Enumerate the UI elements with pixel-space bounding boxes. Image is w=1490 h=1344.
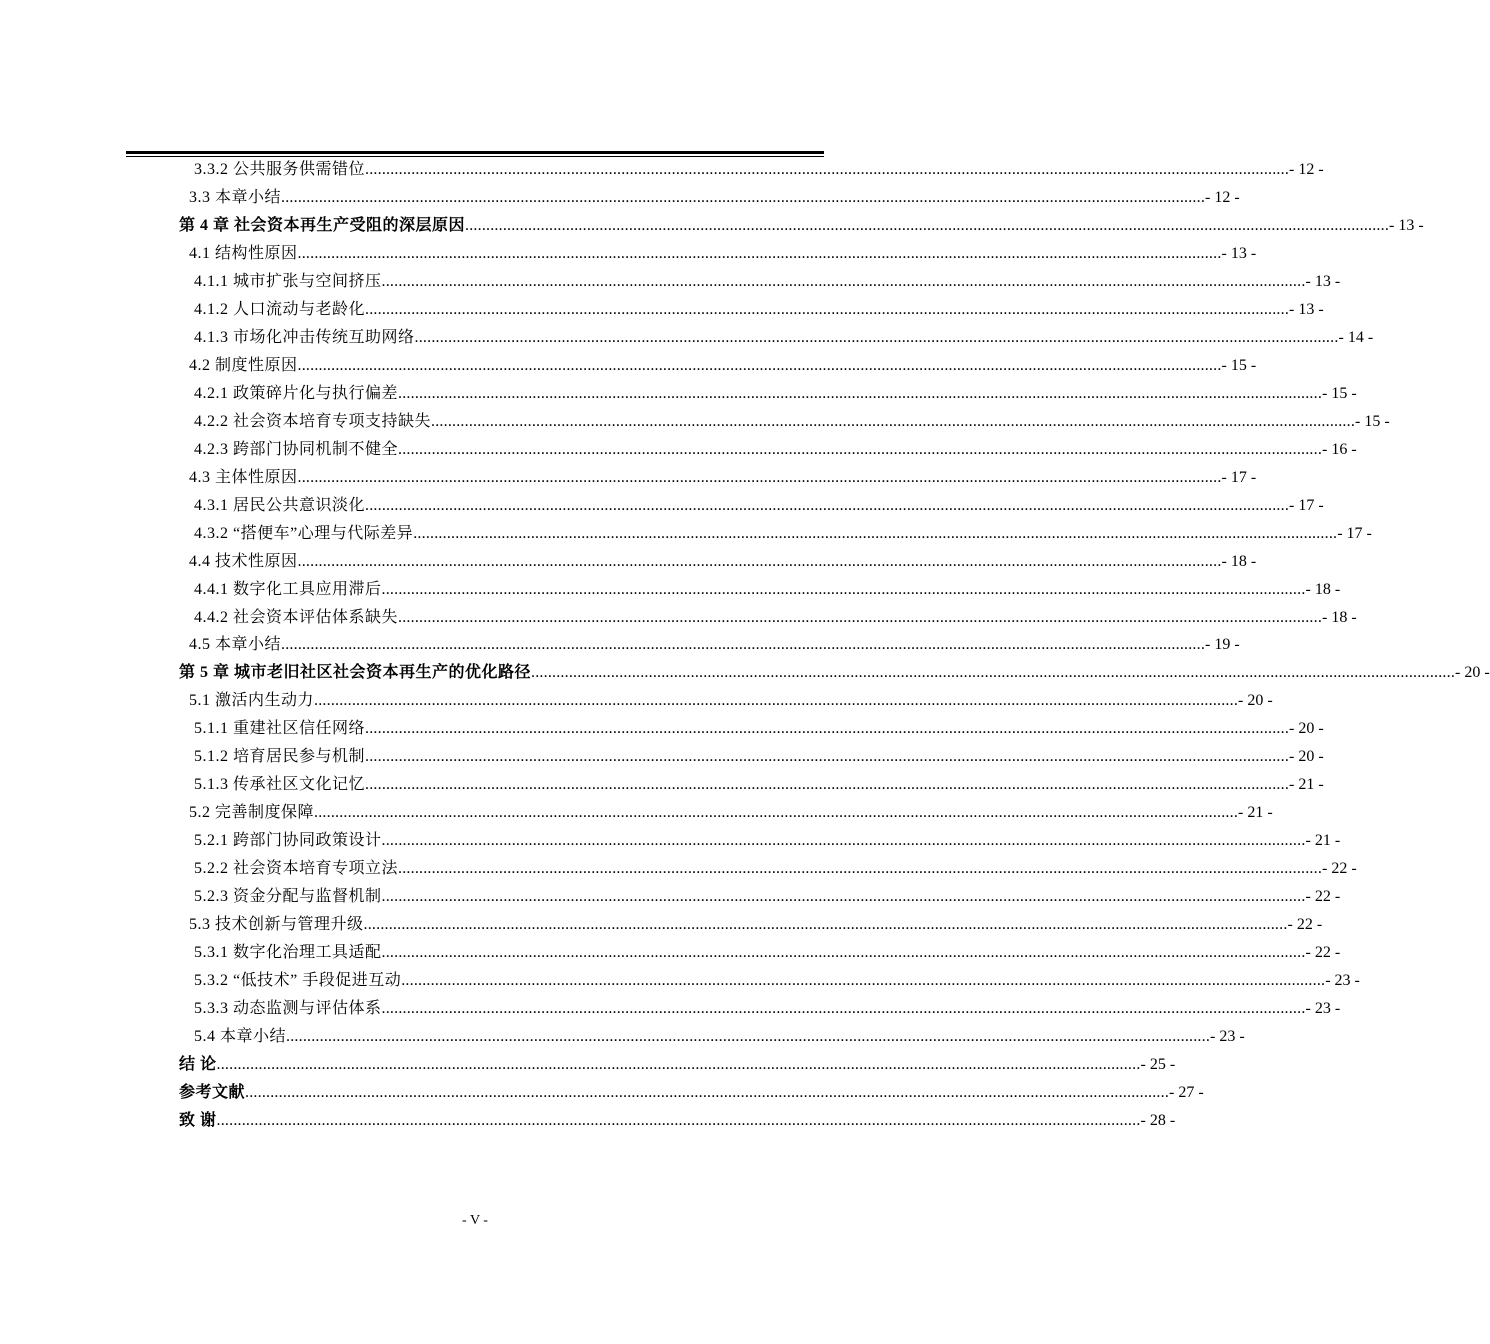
toc-entry-title: 4.3 主体性原因	[189, 468, 298, 486]
toc-entry-page: - 22 -	[1287, 916, 1323, 934]
toc-dot-leader: ............................................................................................................................................................................................................................	[365, 496, 1290, 514]
toc-entry-title: 4.1.3 市场化冲击传统互助网络	[194, 328, 415, 346]
toc-entry	[194, 410, 1390, 434]
toc-entry	[194, 829, 1341, 853]
toc-entry-page: - 15 -	[1221, 356, 1257, 374]
toc-entry-page: - 13 -	[1221, 244, 1257, 262]
toc-entry-page: - 18 -	[1221, 552, 1257, 570]
toc-entry-page: - 17 -	[1289, 496, 1324, 514]
toc-entry	[189, 354, 1257, 378]
toc-dot-leader: ............................................................................................................................................................................................................................	[365, 748, 1290, 766]
toc-entry-page: - 15 -	[1322, 384, 1357, 402]
toc-dot-leader: ............................................................................................................................................................................................................................	[216, 1111, 1141, 1129]
toc-entry	[194, 298, 1324, 322]
toc-dot-leader: ............................................................................................................................................................................................................................	[381, 272, 1306, 290]
toc-entry-title: 参考文献	[179, 1084, 246, 1101]
toc-entry-title: 3.3.2 公共服务供需错位	[194, 161, 366, 178]
toc-dot-leader: ............................................................................................................................................................................................................................	[413, 524, 1338, 542]
toc-dot-leader: ............................................................................................................................................................................................................................	[363, 916, 1288, 934]
toc-entry	[194, 997, 1341, 1021]
toc-entry-title: 4.3.2 “搭便车”心理与代际差异	[194, 524, 414, 542]
toc-dot-leader: ............................................................................................................................................................................................................................	[401, 972, 1326, 990]
toc-entry-title: 5.4 本章小结	[194, 1028, 287, 1046]
toc-entry	[194, 969, 1360, 993]
toc-entry-page: - 17 -	[1221, 468, 1257, 486]
toc-dot-leader: ............................................................................................................................................................................................................................	[245, 1084, 1170, 1101]
toc-entry	[194, 494, 1324, 518]
toc-entry	[194, 885, 1341, 909]
toc-entry-title: 5.2.3 资金分配与监督机制	[194, 888, 382, 906]
toc-dot-leader: ............................................................................................................................................................................................................................	[281, 188, 1206, 206]
toc-entry-title: 5.2.1 跨部门协同政策设计	[194, 832, 382, 850]
toc-dot-leader: ............................................................................................................................................................................................................................	[381, 944, 1306, 962]
toc-entry-page: - 20 -	[1289, 748, 1324, 766]
toc-entry-page: - 23 -	[1210, 1028, 1245, 1046]
toc-entry-title: 5.2 完善制度保障	[189, 804, 315, 822]
toc-entry	[194, 857, 1357, 881]
toc-chapter-entry	[179, 214, 1424, 238]
toc-dot-leader: ............................................................................................................................................................................................................................	[286, 1028, 1211, 1046]
toc-entry-page: - 28 -	[1140, 1111, 1176, 1129]
toc-entry	[189, 466, 1257, 490]
toc-entry	[189, 689, 1273, 713]
toc-chapter-entry	[179, 1109, 1176, 1133]
toc-chapter-entry	[179, 1081, 1204, 1105]
toc-entry-title: 4.4.2 社会资本评估体系缺失	[194, 608, 399, 626]
toc-entry	[194, 717, 1324, 741]
toc-entry-page: - 19 -	[1205, 636, 1240, 654]
toc-entry-title: 第 4 章 社会资本再生产受阻的深层原因	[179, 216, 466, 234]
toc-entry-page: - 18 -	[1305, 580, 1341, 598]
toc-entry-title: 5.3 技术创新与管理升级	[189, 916, 364, 934]
toc-entry	[194, 941, 1341, 965]
toc-entry-page: - 13 -	[1289, 300, 1324, 318]
toc-dot-leader: ............................................................................................................................................................................................................................	[381, 888, 1306, 906]
toc-entry	[194, 382, 1357, 406]
toc-entry	[189, 801, 1273, 825]
toc-entry	[189, 550, 1257, 574]
toc-entry-page: - 17 -	[1337, 524, 1372, 542]
toc-entry-page: - 27 -	[1169, 1084, 1204, 1101]
toc-entry-page: - 20 -	[1455, 664, 1490, 682]
toc-entry-page: - 21 -	[1238, 804, 1273, 822]
toc-entry-page: - 25 -	[1140, 1056, 1176, 1074]
toc-entry-page: - 12 -	[1205, 188, 1240, 206]
toc-dot-leader: ............................................................................................................................................................................................................................	[297, 356, 1222, 374]
toc-entry-title: 4.2.3 跨部门协同机制不健全	[194, 440, 399, 458]
toc-entry-page: - 16 -	[1322, 440, 1357, 458]
toc-entry-title: 4.2 制度性原因	[189, 356, 298, 374]
toc-entry	[189, 913, 1323, 937]
toc-dot-leader: ............................................................................................................................................................................................................................	[431, 412, 1356, 430]
toc-dot-leader: ............................................................................................................................................................................................................................	[365, 300, 1290, 318]
toc-entry	[189, 242, 1257, 266]
toc-dot-leader: ............................................................................................................................................................................................................................	[465, 216, 1390, 234]
toc-entry	[194, 326, 1374, 350]
toc-entry-page: - 22 -	[1305, 888, 1341, 906]
toc-entry-page: - 13 -	[1305, 272, 1341, 290]
toc-entry-page: - 15 -	[1355, 412, 1390, 430]
toc-entry-page: - 20 -	[1289, 720, 1324, 738]
header-rule-thick	[126, 151, 824, 154]
toc-entry	[189, 186, 1240, 210]
toc-dot-leader: ............................................................................................................................................................................................................................	[297, 468, 1222, 486]
toc-entry	[194, 522, 1372, 546]
toc-entry-title: 5.1.2 培育居民参与机制	[194, 748, 366, 766]
toc-entry-page: - 14 -	[1338, 328, 1374, 346]
toc-entry-title: 5.3.2 “低技术” 手段促进互动	[194, 972, 402, 990]
toc-entry-page: - 21 -	[1289, 776, 1324, 794]
toc-entry	[194, 438, 1357, 462]
toc-dot-leader: ............................................................................................................................................................................................................................	[381, 580, 1306, 598]
toc-entry-page: - 12 -	[1289, 161, 1324, 178]
toc-dot-leader: ............................................................................................................................................................................................................................	[365, 720, 1290, 738]
toc-entry-title: 第 5 章 城市老旧社区社会资本再生产的优化路径	[179, 664, 532, 682]
toc-entry-page: - 13 -	[1389, 216, 1424, 234]
toc-entry	[194, 270, 1341, 294]
toc-dot-leader: ............................................................................................................................................................................................................................	[297, 244, 1222, 262]
toc-entry-title: 4.4 技术性原因	[189, 552, 298, 570]
toc-dot-leader: ............................................................................................................................................................................................................................	[531, 664, 1456, 682]
toc-entry-page: - 20 -	[1238, 692, 1273, 710]
toc-dot-leader: ............................................................................................................................................................................................................................	[365, 776, 1290, 794]
toc-dot-leader: ............................................................................................................................................................................................................................	[216, 1056, 1141, 1074]
toc-chapter-entry	[179, 1053, 1176, 1077]
toc-entry-page: - 23 -	[1305, 1000, 1341, 1018]
toc-entry-title: 5.2.2 社会资本培育专项立法	[194, 860, 399, 878]
toc-dot-leader: ............................................................................................................................................................................................................................	[314, 692, 1239, 710]
toc-dot-leader: ............................................................................................................................................................................................................................	[381, 1000, 1306, 1018]
toc-entry-title: 4.1 结构性原因	[189, 244, 298, 262]
toc-entry-title: 5.3.3 动态监测与评估体系	[194, 1000, 382, 1018]
toc-entry-page: - 18 -	[1322, 608, 1357, 626]
toc-entry-title: 3.3 本章小结	[189, 188, 282, 206]
toc-entry-title: 5.1.3 传承社区文化记忆	[194, 776, 366, 794]
toc-entry-title: 4.1.2 人口流动与老龄化	[194, 300, 366, 318]
toc-entry	[194, 158, 1324, 182]
toc-dot-leader: ............................................................................................................................................................................................................................	[414, 328, 1339, 346]
toc-entry-page: - 23 -	[1325, 972, 1360, 990]
toc-entry-title: 4.5 本章小结	[189, 636, 282, 654]
toc-entry-title: 5.3.1 数字化治理工具适配	[194, 944, 382, 962]
toc-entry-title: 4.3.1 居民公共意识淡化	[194, 496, 366, 514]
toc-dot-leader: ............................................................................................................................................................................................................................	[381, 832, 1306, 850]
toc-entry-title: 4.4.1 数字化工具应用滞后	[194, 580, 382, 598]
toc-entry-page: - 22 -	[1305, 944, 1341, 962]
toc-entry-title: 4.2.1 政策碎片化与执行偏差	[194, 384, 399, 402]
toc-entry-page: - 22 -	[1322, 860, 1357, 878]
toc-entry	[194, 745, 1324, 769]
toc-entry-title: 5.1.1 重建社区信任网络	[194, 720, 366, 738]
toc-entry	[194, 606, 1357, 630]
toc-dot-leader: ............................................................................................................................................................................................................................	[297, 552, 1222, 570]
toc-dot-leader: ............................................................................................................................................................................................................................	[398, 608, 1323, 626]
toc-entry-title: 致 谢	[179, 1111, 217, 1129]
toc-dot-leader: ............................................................................................................................................................................................................................	[398, 384, 1323, 402]
toc-entry-title: 4.1.1 城市扩张与空间挤压	[194, 272, 382, 290]
toc-entry	[194, 1025, 1245, 1049]
page-number: - V -	[462, 1213, 488, 1228]
toc-entry	[189, 633, 1240, 657]
toc-entry-title: 结 论	[179, 1056, 217, 1074]
toc-dot-leader: ............................................................................................................................................................................................................................	[281, 636, 1206, 654]
toc-entry-page: - 21 -	[1305, 832, 1341, 850]
toc-dot-leader: ............................................................................................................................................................................................................................	[314, 804, 1239, 822]
toc-entry-title: 5.1 激活内生动力	[189, 692, 315, 710]
toc-dot-leader: ............................................................................................................................................................................................................................	[398, 860, 1323, 878]
toc-entry-title: 4.2.2 社会资本培育专项支持缺失	[194, 412, 432, 430]
toc-entry	[194, 773, 1324, 797]
toc-dot-leader: ............................................................................................................................................................................................................................	[365, 161, 1290, 178]
toc-entry	[194, 578, 1341, 602]
toc-dot-leader: ............................................................................................................................................................................................................................	[398, 440, 1323, 458]
header-rule-thin	[126, 156, 824, 157]
toc-chapter-entry	[179, 661, 1490, 685]
